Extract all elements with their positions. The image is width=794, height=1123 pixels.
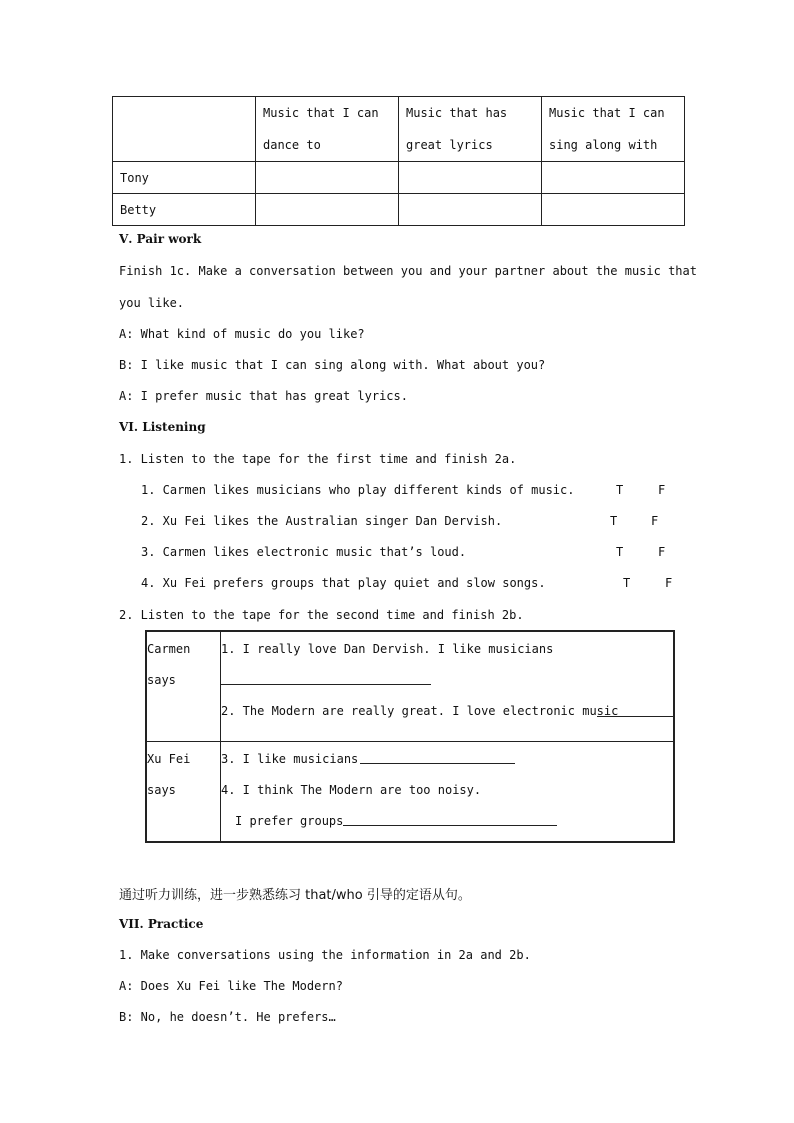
answer-cell[interactable]: [256, 194, 399, 226]
answer-cell[interactable]: [542, 194, 685, 226]
task-text: 1. Make conversations using the information in 2a and 2b.: [119, 948, 531, 962]
practice-heading: VII. Practice: [119, 917, 204, 931]
false-option[interactable]: F: [658, 545, 666, 559]
column-divider: [220, 632, 221, 841]
statement-text: 4. Xu Fei prefers groups that play quiet and slow songs.: [141, 576, 546, 590]
statement-text: 3. Carmen likes electronic music that’s loud.: [141, 545, 467, 559]
true-option[interactable]: T: [623, 576, 631, 590]
sentence-line: I prefer groups: [235, 814, 344, 828]
task-text: 2. Listen to the tape for the second time and finish 2b.: [119, 608, 524, 622]
statement-text: 2. Xu Fei likes the Australian singer Dan Dervish.: [141, 514, 503, 528]
row-label: Tony: [113, 162, 256, 194]
sentence-line: 3. I like musicians: [221, 752, 359, 766]
header-line: Music that I can: [263, 106, 379, 120]
answer-cell[interactable]: [399, 194, 542, 226]
true-option[interactable]: T: [610, 514, 618, 528]
listening-heading: VI. Listening: [119, 420, 206, 434]
true-option[interactable]: T: [616, 483, 624, 497]
table-header-cell: [542, 97, 685, 162]
false-option[interactable]: F: [651, 514, 659, 528]
speaker-label: Xu Fei: [147, 752, 191, 766]
row-divider: [147, 741, 673, 742]
header-line: sing along with: [549, 138, 658, 152]
instruction-text: you like.: [119, 296, 185, 310]
dialogue-line: A: What kind of music do you like?: [119, 327, 365, 341]
speaker-label: says: [147, 673, 176, 687]
header-line: Music that I can: [549, 106, 665, 120]
table-corner-cell: [113, 97, 256, 162]
answer-cell[interactable]: [542, 162, 685, 194]
header-line: great lyrics: [406, 138, 493, 152]
task-text: 1. Listen to the tape for the first time and finish 2a.: [119, 452, 517, 466]
pair-work-heading: Ⅴ. Pair work: [119, 232, 202, 246]
answer-blank[interactable]: [343, 813, 557, 826]
true-option[interactable]: T: [616, 545, 624, 559]
row-label: Betty: [113, 194, 256, 226]
table-row: [113, 194, 685, 226]
table-row: [113, 162, 685, 194]
answer-blank[interactable]: [221, 672, 431, 685]
dialogue-line: A: I prefer music that has great lyrics.: [119, 389, 408, 403]
header-line: dance to: [263, 138, 321, 152]
dialogue-line: B: I like music that I can sing along with. What about you?: [119, 358, 546, 372]
answer-cell[interactable]: [256, 162, 399, 194]
instruction-text: Finish 1c. Make a conversation between you and your partner about the music that: [119, 264, 697, 278]
statement-text: 1. Carmen likes musicians who play different kinds of music.: [141, 483, 575, 497]
sentence-line: 2. The Modern are really great. I love electronic music: [221, 704, 619, 718]
false-option[interactable]: F: [658, 483, 666, 497]
listening-table: [145, 630, 675, 843]
sentence-line: 4. I think The Modern are too noisy.: [221, 783, 482, 797]
answer-blank[interactable]: [360, 751, 515, 764]
answer-blank[interactable]: [597, 704, 673, 717]
false-option[interactable]: F: [665, 576, 673, 590]
table-header-row: [113, 97, 685, 162]
table-header-cell: [256, 97, 399, 162]
header-line: Music that has: [406, 106, 508, 120]
music-preference-table: [112, 96, 685, 226]
sentence-line: 1. I really love Dan Dervish. I like musicians: [221, 642, 554, 656]
chinese-note: 通过听力训练，进一步熟悉练习 that/who 引导的定语从句。: [119, 888, 471, 903]
answer-cell[interactable]: [399, 162, 542, 194]
speaker-label: Carmen: [147, 642, 191, 656]
dialogue-line: A: Does Xu Fei like The Modern?: [119, 979, 343, 993]
dialogue-line: B: No, he doesn’t. He prefers…: [119, 1010, 336, 1024]
speaker-label: says: [147, 783, 176, 797]
table-header-cell: [399, 97, 542, 162]
